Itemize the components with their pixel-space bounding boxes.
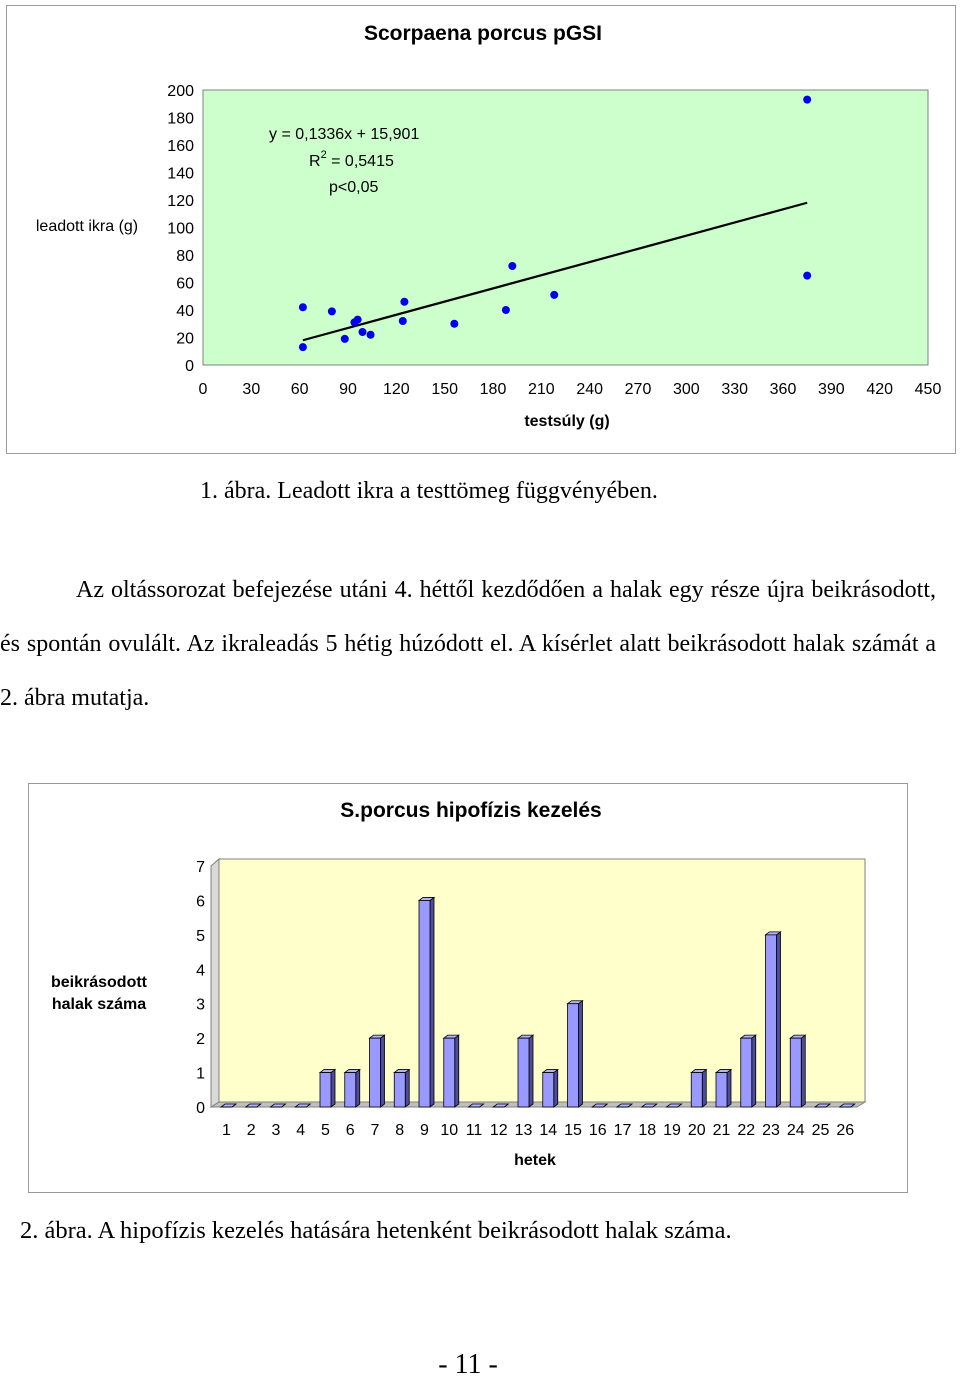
chart2-x-tick-label: 1 bbox=[222, 1122, 231, 1139]
scatter-point bbox=[354, 316, 362, 324]
scatter-point bbox=[508, 262, 516, 270]
chart2-x-tick-label: 14 bbox=[539, 1122, 558, 1139]
chart2-x-tick-label: 19 bbox=[663, 1122, 681, 1139]
scatter-point bbox=[803, 96, 811, 104]
scatter-point bbox=[367, 331, 375, 339]
chart1-y-tick-label: 40 bbox=[176, 303, 194, 320]
bar-front bbox=[444, 1038, 455, 1107]
chart2-x-tick-label: 17 bbox=[613, 1122, 632, 1139]
chart2-x-tick-label: 9 bbox=[420, 1122, 429, 1139]
chart1-x-tick-label: 120 bbox=[382, 381, 410, 398]
chart2-y-axis-label-line2: halak száma bbox=[51, 996, 147, 1013]
chart2-x-tick-label: 23 bbox=[762, 1122, 780, 1139]
chart1-x-tick-label: 390 bbox=[817, 381, 845, 398]
scatter-point bbox=[299, 303, 307, 311]
bar bbox=[444, 1035, 459, 1107]
chart1-x-tick-label: 30 bbox=[242, 381, 261, 398]
bar bbox=[320, 1070, 335, 1107]
chart1-y-tick-label: 140 bbox=[167, 165, 194, 183]
bar-side bbox=[430, 897, 434, 1107]
paragraph-line-3: el. A kísérlet alatt beikrásodott halak számát a 2. ábra mutatja. bbox=[0, 631, 936, 711]
bar-front bbox=[320, 1073, 331, 1107]
chart2-y-tick-label: 6 bbox=[196, 893, 205, 911]
bar bbox=[790, 1035, 805, 1107]
chart1-y-tick-label: 160 bbox=[167, 138, 194, 155]
bar-side bbox=[752, 1035, 756, 1107]
bar-side bbox=[331, 1070, 335, 1107]
chart1-y-tick-label: 60 bbox=[176, 275, 194, 293]
chart2-y-tick-label: 7 bbox=[196, 859, 205, 876]
chart1-x-tick-label: 180 bbox=[479, 381, 507, 398]
chart1-x-tick-label: 330 bbox=[721, 381, 749, 398]
bar-front bbox=[766, 935, 777, 1107]
bar bbox=[716, 1070, 731, 1107]
chart2-y-tick-label: 3 bbox=[196, 996, 205, 1014]
bar-side bbox=[529, 1035, 533, 1107]
bar-side bbox=[801, 1035, 805, 1107]
bar-front bbox=[518, 1038, 529, 1107]
scatter-chart-svg bbox=[7, 6, 955, 453]
bar-front bbox=[691, 1073, 702, 1107]
chart1-x-tick-label: 60 bbox=[290, 381, 309, 398]
bar-side bbox=[356, 1070, 360, 1107]
chart1-x-tick-label: 90 bbox=[339, 381, 357, 398]
bar-side bbox=[727, 1070, 731, 1107]
bar-chart-svg bbox=[29, 784, 907, 1192]
chart1-x-tick-label: 420 bbox=[866, 381, 894, 398]
bar-front bbox=[345, 1073, 356, 1107]
scatter-point bbox=[502, 306, 510, 314]
bar bbox=[568, 1001, 583, 1107]
chart2-title: S.porcus hipofízis kezelés bbox=[340, 799, 602, 822]
bar-side bbox=[455, 1035, 459, 1107]
bar-front bbox=[716, 1073, 727, 1107]
bar bbox=[691, 1070, 706, 1107]
bar bbox=[370, 1035, 385, 1107]
bar-chart-panel bbox=[28, 783, 908, 1193]
r-squared-superscript: 2 bbox=[320, 149, 327, 161]
bar-front bbox=[419, 900, 430, 1107]
paragraph-line-2: része újra beikrásodott, és spontán ovulált. Az ikraleadás 5 hétig húzódott bbox=[0, 577, 936, 657]
bar-side bbox=[777, 932, 781, 1107]
chart1-x-tick-label: 240 bbox=[576, 381, 604, 398]
chart1-y-tick-label: 20 bbox=[176, 330, 194, 348]
page-number: - 11 - bbox=[438, 1349, 498, 1380]
chart1-y-tick-label: 180 bbox=[167, 110, 194, 128]
r-squared-prefix: R bbox=[309, 153, 321, 170]
bar bbox=[766, 932, 781, 1107]
scatter-point bbox=[341, 335, 349, 343]
chart1-x-tick-label: 360 bbox=[769, 381, 797, 398]
chart1-x-tick-label: 150 bbox=[431, 381, 459, 398]
chart2-x-tick-label: 21 bbox=[712, 1122, 731, 1139]
bar bbox=[543, 1070, 558, 1107]
bar-front bbox=[568, 1004, 579, 1107]
figure2-caption: 2. ábra. A hipofízis kezelés hatására hetenként beikrásodott halak száma. bbox=[20, 1217, 732, 1244]
bar-front bbox=[543, 1073, 554, 1107]
chart1-y-tick-label: 80 bbox=[176, 248, 194, 265]
bar-front bbox=[741, 1038, 752, 1107]
bar bbox=[345, 1070, 360, 1107]
chart1-y-tick-label: 0 bbox=[185, 358, 194, 375]
chart1-title: Scorpaena porcus pGSI bbox=[363, 22, 603, 45]
chart2-x-axis-label: hetek bbox=[514, 1152, 556, 1169]
chart2-y-tick-label: 1 bbox=[196, 1065, 205, 1083]
chart1-y-tick-label: 120 bbox=[167, 193, 194, 210]
chart2-x-tick-label: 8 bbox=[395, 1122, 405, 1139]
bar bbox=[419, 897, 434, 1107]
scatter-point bbox=[550, 291, 558, 299]
p-value-label: p<0,05 bbox=[329, 179, 379, 196]
bar-side bbox=[554, 1070, 558, 1107]
chart1-x-tick-label: 0 bbox=[198, 381, 208, 398]
regression-equation: y = 0,1336x + 15,901 bbox=[269, 126, 420, 143]
chart2-x-tick-label: 3 bbox=[271, 1122, 281, 1139]
chart1-y-axis-label: leadott ikra (g) bbox=[35, 218, 139, 235]
bar-side bbox=[381, 1035, 385, 1107]
chart2-x-tick-label: 11 bbox=[465, 1122, 483, 1139]
chart2-x-tick-label: 26 bbox=[836, 1122, 855, 1139]
r-squared-value: = 0,5415 bbox=[326, 153, 394, 170]
scatter-point bbox=[299, 343, 307, 351]
bar-side bbox=[702, 1070, 706, 1107]
bar-side bbox=[579, 1001, 583, 1107]
scatter-point bbox=[328, 307, 336, 315]
chart1-x-axis-label: testsúly (g) bbox=[524, 413, 610, 430]
chart1-x-tick-label: 450 bbox=[914, 381, 942, 398]
chart2-x-tick-label: 4 bbox=[296, 1122, 306, 1139]
bar-front bbox=[394, 1073, 405, 1107]
chart1-x-tick-label: 300 bbox=[672, 381, 700, 398]
chart2-x-tick-label: 2 bbox=[246, 1122, 256, 1139]
bar bbox=[518, 1035, 533, 1107]
chart2-x-tick-label: 24 bbox=[786, 1122, 805, 1139]
chart1-y-tick-label: 100 bbox=[167, 220, 194, 238]
figure1-caption: 1. ábra. Leadott ikra a testtömeg függvényében. bbox=[200, 478, 658, 504]
chart2-x-tick-label: 7 bbox=[370, 1122, 380, 1139]
chart2-x-tick-label: 5 bbox=[321, 1122, 330, 1139]
bar bbox=[394, 1070, 409, 1107]
scatter-point bbox=[400, 298, 408, 306]
scatter-point bbox=[450, 320, 458, 328]
bar-front bbox=[790, 1038, 801, 1107]
chart1-x-tick-label: 210 bbox=[527, 381, 555, 398]
bar-front bbox=[370, 1038, 381, 1107]
bar-side bbox=[405, 1070, 409, 1107]
scatter-point bbox=[803, 272, 811, 280]
bar bbox=[741, 1035, 756, 1107]
chart2-x-tick-label: 16 bbox=[588, 1122, 607, 1139]
chart2-y-axis-label-line1: beikrásodott bbox=[50, 974, 148, 991]
chart2-x-tick-label: 25 bbox=[811, 1122, 830, 1139]
chart2-y-tick-label: 5 bbox=[196, 927, 205, 945]
scatter-point bbox=[359, 328, 367, 336]
chart1-x-tick-label: 270 bbox=[624, 381, 652, 398]
chart2-side-wall bbox=[211, 859, 219, 1107]
chart2-x-tick-label: 10 bbox=[440, 1122, 459, 1139]
chart2-x-tick-label: 22 bbox=[737, 1122, 756, 1139]
scatter-chart-panel bbox=[6, 5, 956, 454]
chart2-y-tick-label: 0 bbox=[196, 1100, 205, 1117]
chart2-x-tick-label: 13 bbox=[514, 1122, 533, 1139]
scatter-point bbox=[399, 317, 407, 325]
chart2-x-tick-label: 18 bbox=[638, 1122, 657, 1139]
chart2-x-tick-label: 15 bbox=[564, 1122, 582, 1139]
chart2-x-tick-label: 6 bbox=[345, 1122, 355, 1139]
body-paragraph bbox=[0, 563, 936, 725]
chart1-y-tick-label: 200 bbox=[167, 83, 194, 100]
chart2-y-tick-label: 4 bbox=[196, 962, 205, 980]
chart2-y-tick-label: 2 bbox=[196, 1031, 205, 1049]
chart2-x-tick-label: 20 bbox=[687, 1122, 706, 1139]
chart2-x-tick-label: 12 bbox=[489, 1122, 508, 1139]
paragraph-line-1: Az oltássorozat befejezése utáni 4. héttől kezdődően a halak egy bbox=[76, 577, 704, 603]
